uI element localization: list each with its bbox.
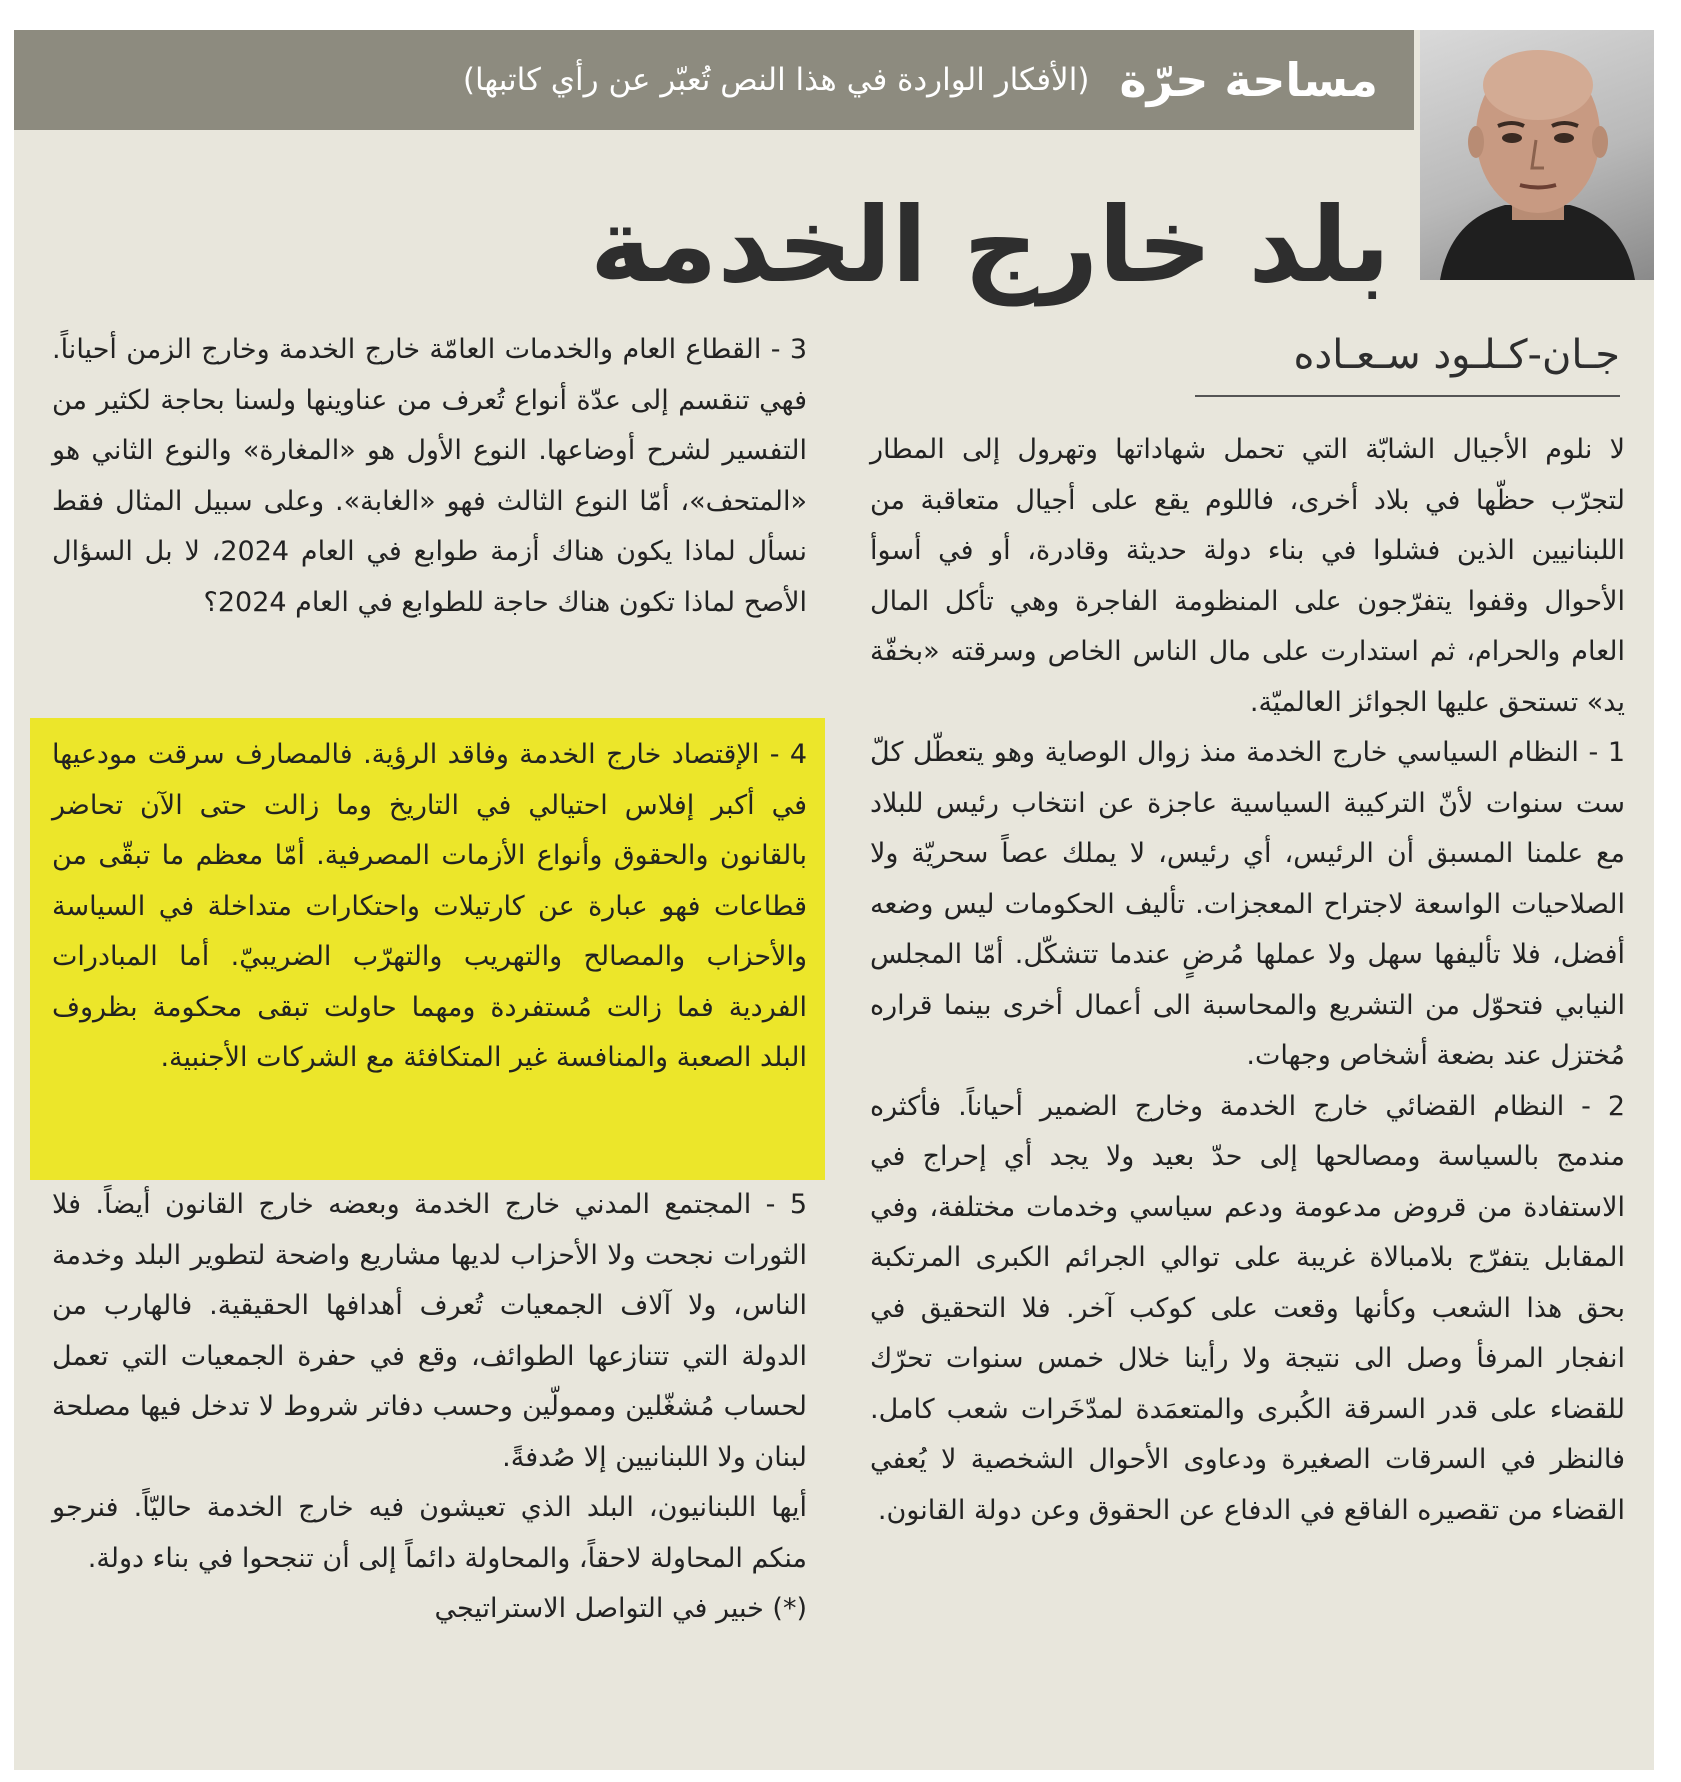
section-disclaimer: (الأفكار الواردة في هذا النص تُعبّر عن رأي كاتبها) xyxy=(462,62,1090,98)
closing-paragraph: أيها اللبنانيون، البلد الذي تعيشون فيه خارج الخدمة حاليّاً. فنرجو منكم المحاولة لاحقاً، والمحاولة دائماً إلى أن تنجحوا في بناء دولة. xyxy=(52,1492,807,1574)
left-column-bottom xyxy=(52,1180,807,1635)
author-portrait-illustration xyxy=(1420,30,1654,280)
section-title: مساحة حرّة xyxy=(1119,53,1378,107)
author-footnote: (*) خبير في التواصل الاستراتيجي xyxy=(434,1593,807,1624)
right-column xyxy=(870,425,1625,1536)
intro-paragraph: لا نلوم الأجيال الشابّة التي تحمل شهاداتها وتهرول إلى المطار لتجرّب حظّها في بلاد أخرى، فاللوم يقع على أجيال متعاقبة من اللبنانيين الذين فشلوا في بناء دولة حديثة وقادرة، أو في أسوأ الأحوال وقفوا يتفرّجون على المنظومة الفاجرة وهي تأكل المال العام والحرام، ثم استدارت على مال الناس الخاص وسرقته «بخفّة يد» تستحق عليها الجوائز العالميّة. xyxy=(870,434,1625,718)
section-2-paragraph: 2 - النظام القضائي خارج الخدمة وخارج الضمير أحياناً. فأكثره مندمج بالسياسة ومصالحها إلى حدّ بعيد ولا يجد أي إحراج في الاستفادة من قروض مدعومة ودعم سياسي وخدمات مختلفة، وفي المقابل يتفرّج بلامبالاة غريبة على توالي الجرائم الكبرى المرتكبة بحق هذا الشعب وكأنها وقعت على كوكب آخر. فلا التحقيق في انفجار المرفأ وصل الى نتيجة ولا رأينا خلال خمس سنوات تحرّك للقضاء على قدر السرقة الكُبرى والمتعمَدة لمدّخَرات شعب كامل. فالنظر في السرقات الصغيرة ودعاوى الأحوال الشخصية لا يُعفي القضاء من تقصيره الفاقع في الدفاع عن الحقوق وعن دولة القانون. xyxy=(870,1090,1625,1526)
author-photo xyxy=(1420,30,1654,280)
byline-divider xyxy=(1195,395,1620,397)
left-column-highlight xyxy=(52,730,807,1084)
article-headline: بلد خارج الخدمة xyxy=(589,184,1390,306)
section-4-paragraph: 4 - الإقتصاد خارج الخدمة وفاقد الرؤية. فالمصارف سرقت مودعيها في أكبر إفلاس احتيالي في التاريخ وما زالت حتى الآن تحاضر بالقانون والحقوق وأنواع الأزمات المصرفية. أمّا معظم ما تبقّى من قطاعات فهو عبارة عن كارتيلات واحتكارات متداخلة في السياسة والأحزاب والمصالح والتهريب والتهرّب الضريبيّ. أما المبادرات الفردية فما زالت مُستفردة ومهما حاولت تبقى محكومة بظروف البلد الصعبة والمنافسة غير المتكافئة مع الشركات الأجنبية. xyxy=(52,739,807,1073)
section-3-paragraph: 3 - القطاع العام والخدمات العامّة خارج الخدمة وخارج الزمن أحياناً. فهي تنقسم إلى عدّة أنواع تُعرف من عناوينها ولسنا بحاجة لكثير من التفسير لشرح أوضاعها. النوع الأول هو «المغارة» والنوع الثاني هو «المتحف»، أمّا النوع الثالث فهو «الغابة». وعلى سبيل المثال فقط نسأل لماذا يكون هناك أزمة طوابع في العام 2024، لا بل السؤال الأصح لماذا تكون هناك حاجة للطوابع في العام 2024؟ xyxy=(52,334,807,618)
author-byline: جـان-كـلـود سـعـاده xyxy=(1293,332,1620,378)
section-1-paragraph: 1 - النظام السياسي خارج الخدمة منذ زوال الوصاية وهو يتعطّل كلّ ست سنوات لأنّ التركيبة السياسية عاجزة عن انتخاب رئيس للبلاد مع علمنا المسبق أن الرئيس، أي رئيس، لا يملك عصاً سحريّة ولا الصلاحيات الواسعة لاجتراح المعجزات. تأليف الحكومات ليس وضعه أفضل، فلا تأليفها سهل ولا عملها مُرضٍ عندما تتشكّل. أمّا المجلس النيابي فتحوّل من التشريع والمحاسبة الى أعمال أخرى بينما قراره مُختزل عند بضعة أشخاص وجهات. xyxy=(870,737,1625,1071)
section-5-paragraph: 5 - المجتمع المدني خارج الخدمة وبعضه خارج القانون أيضاً. فلا الثورات نجحت ولا الأحزاب لديها مشاريع واضحة لتطوير البلد وخدمة الناس، ولا آلاف الجمعيات تُعرف أهدافها الحقيقية. فالهارب من الدولة التي تتنازعها الطوائف، وقع في حفرة الجمعيات التي تعمل لحساب مُشغّلين وممولّين وحسب دفاتر شروط لا تدخل فيها مصلحة لبنان ولا اللبنانيين إلا صُدفةً. xyxy=(52,1189,807,1473)
left-column-top xyxy=(52,325,807,628)
section-banner xyxy=(14,30,1414,130)
